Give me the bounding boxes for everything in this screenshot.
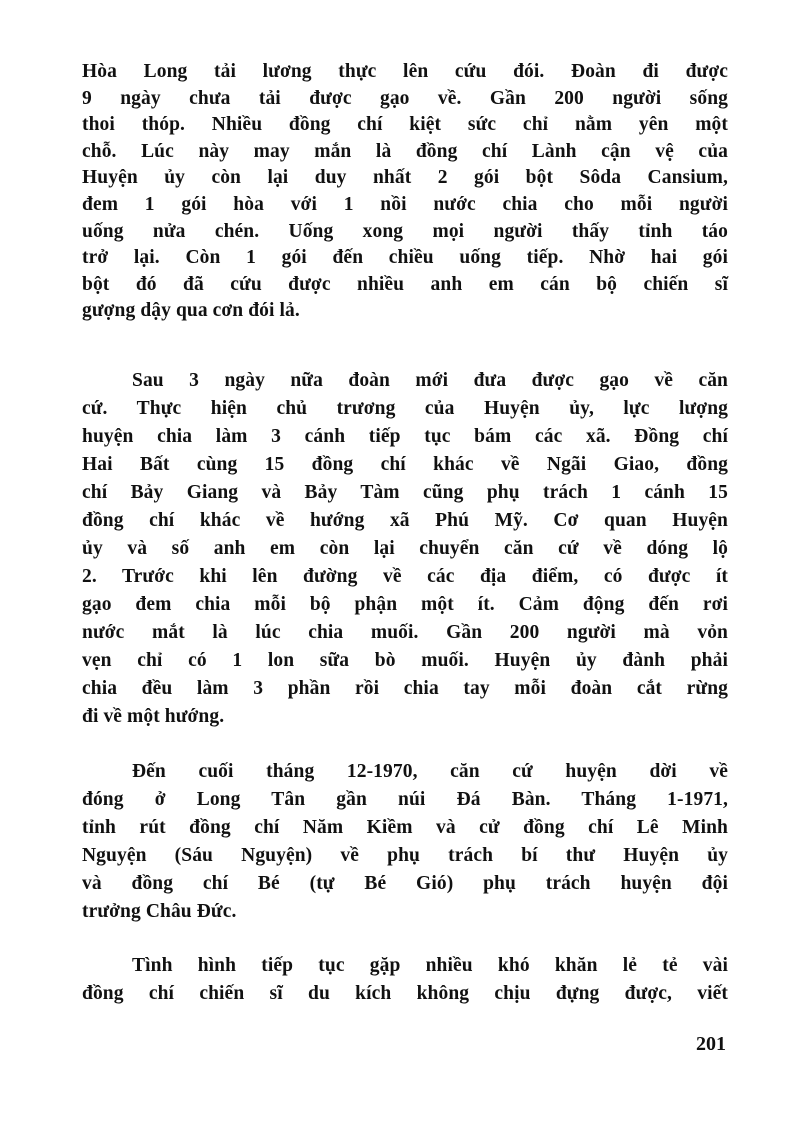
paragraph-1 [82, 59, 728, 325]
text-line: thoi thóp. Nhiều đồng chí kiệt sức chỉ nằm yên một [82, 114, 728, 136]
text-line: huyện chia làm 3 cánh tiếp tục bám các xã. Đồng chí [82, 426, 728, 447]
text-line: đồng chí chiến sĩ du kích không chịu đựng được, viết [82, 983, 728, 1004]
text-line: Đến cuối tháng 12-1970, căn cứ huyện dời về [132, 761, 728, 782]
text-line: gạo đem chia mỗi bộ phận một ít. Cảm động đến rơi [82, 594, 728, 615]
text-line: Nguyện (Sáu Nguyện) về phụ trách bí thư Huyện ủy [82, 845, 728, 866]
text-line: trưởng Châu Đức. [82, 901, 237, 922]
text-line: Tình hình tiếp tục gặp nhiều khó khăn lẻ tẻ vài [132, 955, 728, 976]
text-line: Sau 3 ngày nữa đoàn mới đưa được gạo về căn [132, 370, 728, 391]
text-line: uống nửa chén. Uống xong mọi người thấy tỉnh táo [82, 220, 728, 242]
text-line: tỉnh rút đồng chí Năm Kiềm và cử đồng chí Lê Minh [82, 817, 728, 838]
text-line: chia đều làm 3 phần rồi chia tay mỗi đoàn cắt rừng [82, 678, 728, 699]
text-line: Hòa Long tải lương thực lên cứu đói. Đoàn đi được [82, 61, 728, 82]
text-line: Hai Bất cùng 15 đồng chí khác về Ngãi Giao, đồng [82, 454, 728, 475]
paragraph-2 [82, 367, 728, 731]
text-line: đi về một hướng. [82, 706, 225, 727]
text-line: đem 1 gói hòa với 1 nồi nước chia cho mỗi người [82, 193, 728, 215]
text-line: và đồng chí Bé (tự Bé Gió) phụ trách huyện đội [82, 873, 728, 894]
text-line: chí Bảy Giang và Bảy Tàm cũng phụ trách 1 cánh 15 [82, 482, 728, 503]
text-line: chỗ. Lúc này may mắn là đồng chí Lành cận vệ của [82, 140, 728, 162]
text-line: trở lại. Còn 1 gói đến chiều uống tiếp. Nhờ hai gói [82, 247, 728, 269]
text-line: bột đó đã cứu được nhiều anh em cán bộ chiến sĩ [82, 273, 728, 295]
text-line: gượng dậy qua cơn đói lả. [82, 300, 300, 322]
text-line: ủy và số anh em còn lại chuyển căn cứ về dóng lộ [82, 538, 728, 559]
text-line: Huyện ủy còn lại duy nhất 2 gói bột Sôda Cansium, [82, 167, 728, 189]
text-line: đóng ở Long Tân gần núi Đá Bàn. Tháng 1-1971, [82, 789, 728, 810]
text-line: 2. Trước khi lên đường về các địa điểm, có được ít [82, 566, 728, 587]
text-line: đồng chí khác về hướng xã Phú Mỹ. Cơ quan Huyện [82, 510, 728, 531]
text-line: cứ. Thực hiện chủ trương của Huyện ủy, lực lượng [82, 398, 728, 419]
text-line: vẹn chỉ có 1 lon sữa bò muối. Huyện ủy đành phải [82, 650, 728, 671]
page-number: 201 [696, 1033, 726, 1055]
paragraph-4 [82, 952, 728, 1008]
paragraph-3 [82, 758, 728, 926]
text-line: 9 ngày chưa tải được gạo về. Gần 200 người sống [82, 87, 728, 109]
text-line: nước mắt là lúc chia muối. Gần 200 người mà vỏn [82, 622, 728, 643]
